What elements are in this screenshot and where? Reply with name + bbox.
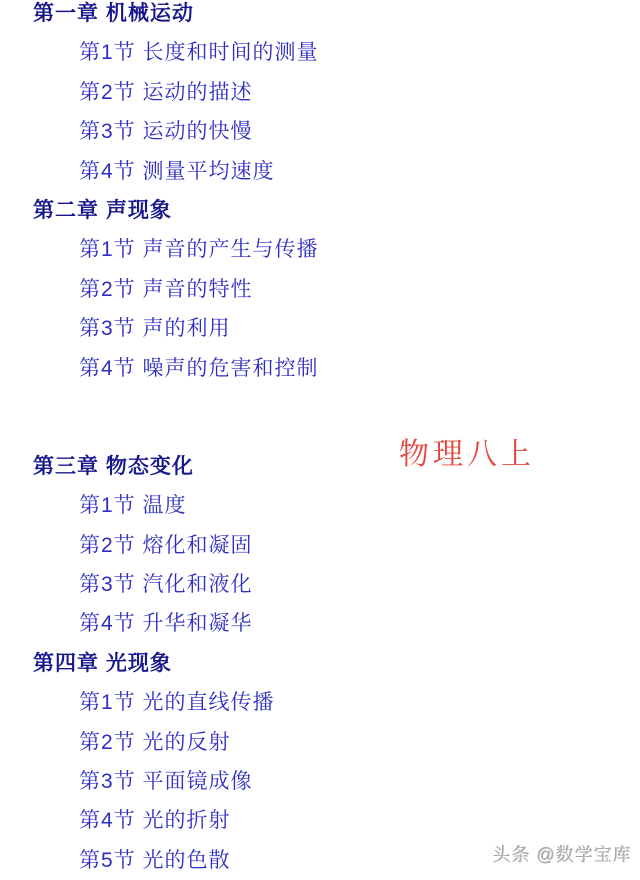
chapter-4-section-4: 第4节 光的折射 xyxy=(79,809,231,833)
chapter-4-section-1: 第1节 光的直线传播 xyxy=(79,691,275,715)
chapter-1-section-2: 第2节 运动的描述 xyxy=(79,80,253,104)
chapter-1-section-4: 第4节 测量平均速度 xyxy=(79,159,275,183)
chapter-block-sound-phenomena xyxy=(0,191,640,388)
chapter-1-section-1: 第1节 长度和时间的测量 xyxy=(79,41,319,65)
chapter-1-title: 第一章 机械运动 xyxy=(33,2,194,25)
chapter-2-section-1: 第1节 声音的产生与传播 xyxy=(79,238,319,262)
chapter-2-section-2: 第2节 声音的特性 xyxy=(79,277,253,301)
chapter-4-title: 第四章 光现象 xyxy=(33,651,172,675)
chapter-block-states-of-matter xyxy=(0,447,640,644)
chapter-block-mechanical-motion xyxy=(0,0,640,191)
chapter-2-title: 第二章 声现象 xyxy=(33,198,172,222)
chapter-3-section-1: 第1节 温度 xyxy=(79,494,187,518)
chapter-1-section-3: 第3节 运动的快慢 xyxy=(79,120,253,144)
red-note-physics-grade8: 物理八上 xyxy=(399,438,535,471)
chapter-3-section-4: 第4节 升华和凝华 xyxy=(79,612,253,636)
chapter-3-section-3: 第3节 汽化和液化 xyxy=(79,573,253,597)
chapter-4-section-2: 第2节 光的反射 xyxy=(79,730,231,754)
chapter-3-section-2: 第2节 熔化和凝固 xyxy=(79,533,253,557)
chapter-2-section-4: 第4节 噪声的危害和控制 xyxy=(79,356,319,380)
chapter-3-title: 第三章 物态变化 xyxy=(33,454,194,478)
chapter-4-section-5: 第5节 光的色散 xyxy=(79,848,231,872)
chapter-2-section-3: 第3节 声的利用 xyxy=(79,317,231,341)
chapter-4-section-3: 第3节 平面镜成像 xyxy=(79,770,253,794)
toutiao-watermark: 头条 @数学宝库 xyxy=(492,845,632,865)
